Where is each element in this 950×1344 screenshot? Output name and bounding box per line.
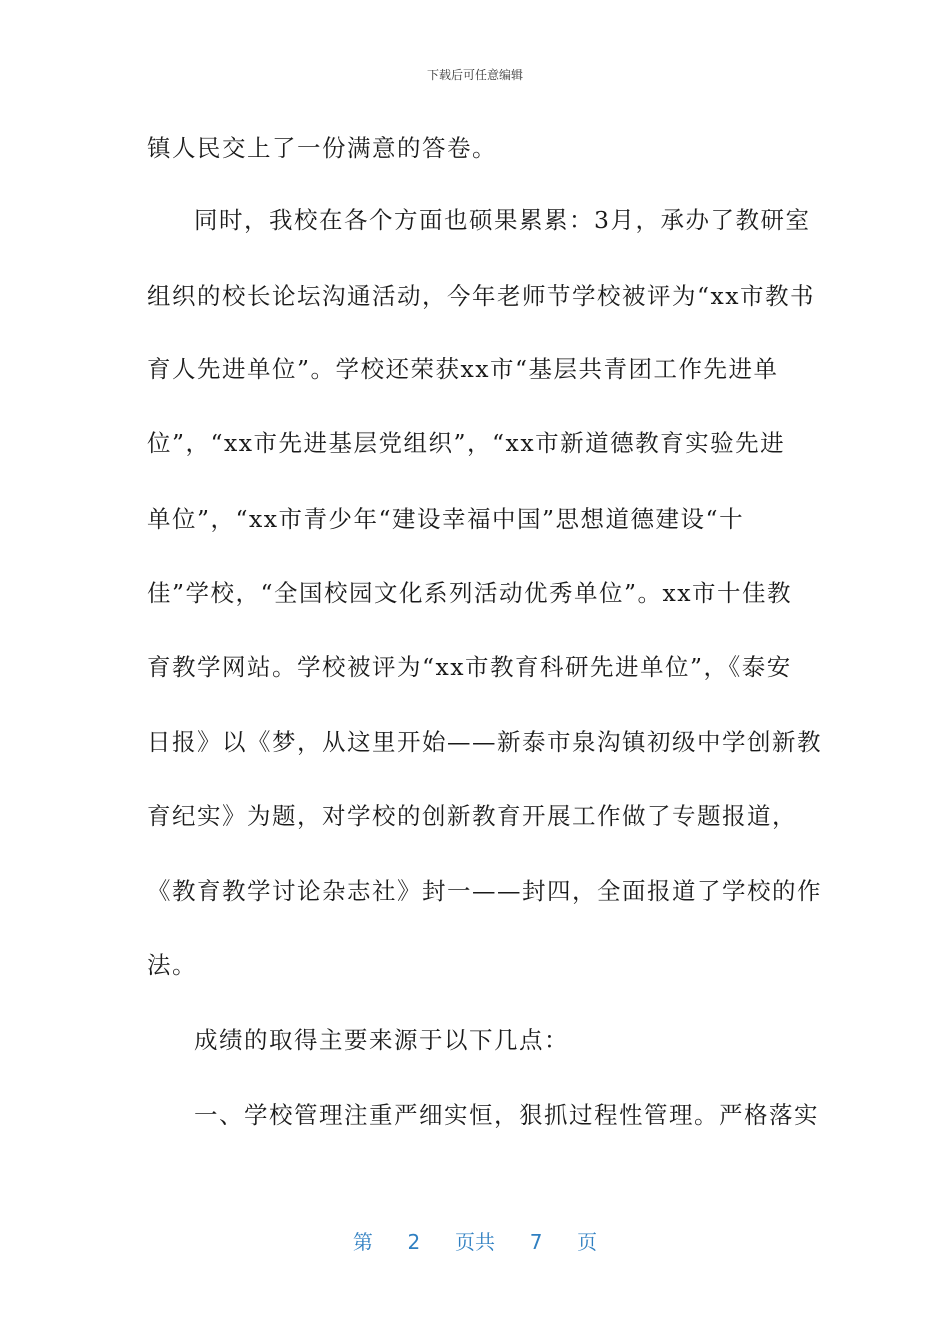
footer-middle: 页共: [455, 1230, 495, 1254]
paragraph-line: 镇人民交上了一份满意的答卷。: [147, 134, 497, 162]
paragraph-line: 法。: [147, 951, 197, 979]
paragraph-line: 佳”学校，“全国校园文化系列活动优秀单位”。xx市十佳教: [147, 579, 793, 607]
footer-prefix: 第: [352, 1230, 373, 1254]
paragraph-line: 单位”，“xx市青少年“建设幸福中国”思想道德建设“十: [147, 505, 745, 533]
paragraph-line: 育人先进单位”。学校还荣获xx市“基层共青团工作先进单: [147, 355, 779, 383]
header-note: 下载后可任意编辑: [426, 68, 523, 82]
paragraph-line: 位”，“xx市先进基层党组织”，“xx市新道德教育实验先进: [147, 429, 786, 457]
paragraph-line: 组织的校长论坛沟通活动，今年老师节学校被评为“xx市教书: [147, 282, 816, 310]
page-footer: [0, 1226, 950, 1255]
paragraph-line: 育纪实》为题，对学校的创新教育开展工作做了专题报道，: [147, 802, 797, 830]
paragraph-line: 日报》以《梦，从这里开始——新泰市泉沟镇初级中学创新教: [147, 728, 822, 756]
paragraph-line: 成绩的取得主要来源于以下几点：: [194, 1026, 569, 1054]
paragraph-line: 一、学校管理注重严细实恒，狠抓过程性管理。严格落实: [194, 1101, 819, 1129]
footer-page-number: 2: [407, 1230, 421, 1254]
footer-total-pages: 7: [529, 1230, 543, 1254]
paragraph-line: 《教育教学讨论杂志社》封一——封四，全面报道了学校的作: [147, 877, 822, 905]
paragraph-line: 同时，我校在各个方面也硕果累累：3月，承办了教研室: [194, 206, 811, 234]
footer-suffix: 页: [577, 1230, 598, 1254]
paragraph-line: 育教学网站。学校被评为“xx市教育科研先进单位”，《泰安: [147, 653, 792, 681]
